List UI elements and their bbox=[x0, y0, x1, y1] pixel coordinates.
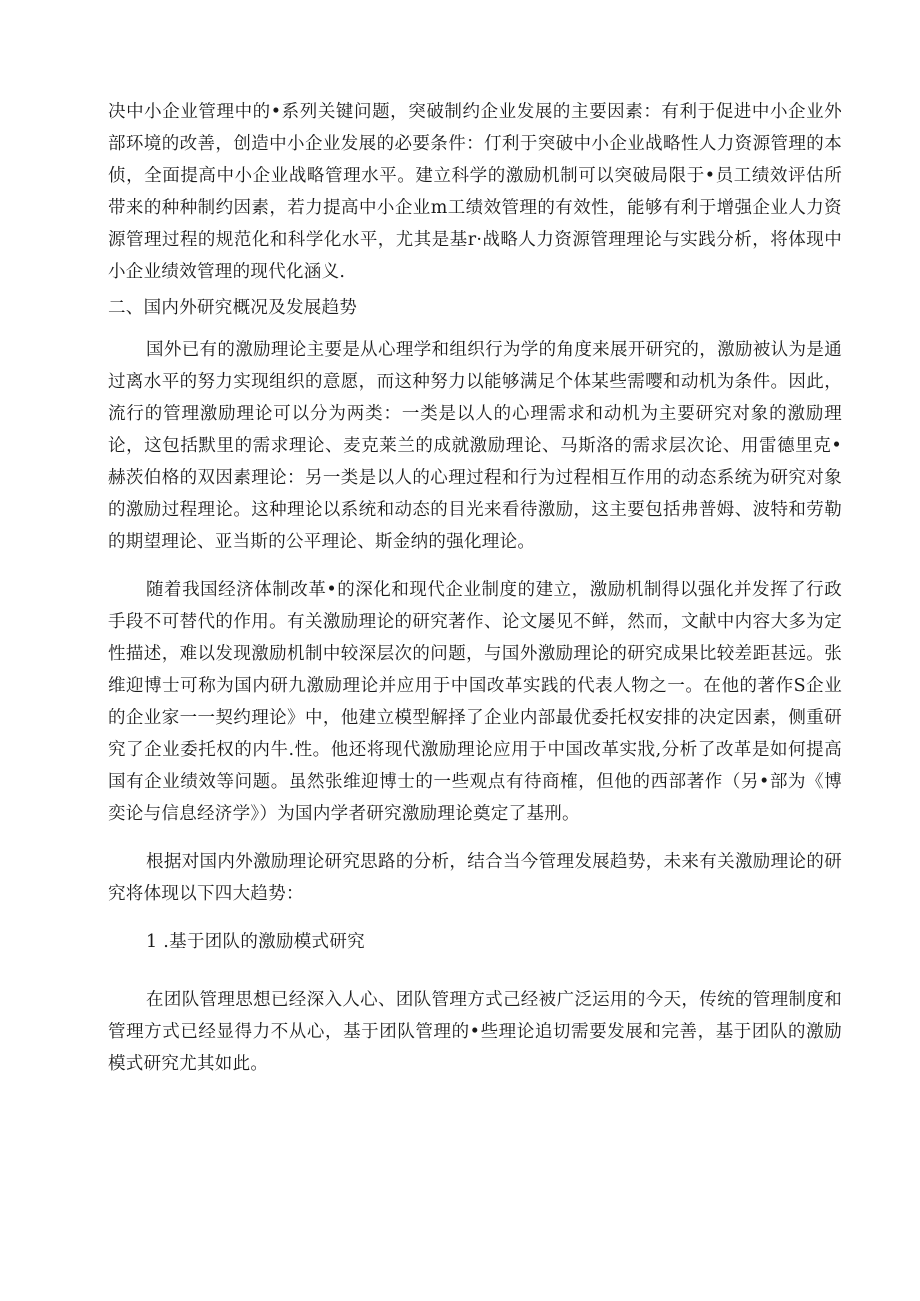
paragraph-trends: 根据对国内外激励理论研究思路的分析，结合当今管理发展趋势，未来有关激励理论的研究将体现以下四大趋势： bbox=[108, 852, 842, 904]
document-body bbox=[108, 96, 842, 1080]
paragraph-intro-continued: 决中小企业管理中的•系列关键问题，突破制约企业发展的主要因素：有利于促进中小企业外部环境的改善，创造中小企业发展的必要条件：仃利于突破中小企业战略性人力资源管理的本侦，全面提高中小企业战略管理水平。建立科学的激励机制可以突破局限于•员工绩效评估所带来的种种制约因素，若力提高中小企业m工绩效管理的有效性，能够有利于增强企业人力资源管理过程的规范化和科学化水平，尤其是基r·战略人力资源管理理论与实践分析，将体现中小企业绩效管理的现代化涵义. bbox=[108, 102, 842, 282]
paragraph-team-incentive: 在团队管理思想已经深入人心、团队管理方式己经被广泛运用的今天，传统的管理制度和管理方式已经显得力不从心，基于团队管理的•些理论追切需要发展和完善，基于团队的激励模式研究尤其如此。 bbox=[108, 990, 842, 1074]
section-heading: 二、国内外研究概况及发展趋势 bbox=[108, 298, 358, 318]
paragraph-foreign-research: 国外已有的激励理论主要是从心理学和组织行为学的角度来展开研究的，激励被认为是通过离水平的努力实现组织的意愿，而这种努力以能够满足个体某些需嘤和动机为条件。因此，流行的管理激励理论可以分为两类：一类是以人的心理需求和动机为主要研究对象的激励理论，这包括默里的需求理论、麦克莱兰的成就激励理论、马斯洛的需求层次论、用雷德里克•赫茨伯格的双因素理论：另一类是以人的心理过程和行为过程相互作用的动态系统为研究对象的激励过程理论。这种理论以系统和动态的目光来看待激励，这主要包括弗普姆、波特和劳勒的期望理论、亚当斯的公平理论、斯金纳的强化理论。 bbox=[108, 340, 842, 552]
paragraph-domestic-research: 随着我国经济体制改革•的深化和现代企业制度的建立，激励机制得以强化并发挥了行政手段不可替代的作用。有关激励理论的研究著作、论文屡见不鲜，然而，文献中内容大多为定性描述，难以发现激励机制中较深层次的问题，与国外激励理论的研究成果比较差距甚远。张维迎博士可称为国内研九激励理论并应用于中国改革实践的代表人物之一。在他的著作S企业的企业家一一契约理论》中，他建立模型解择了企业内部最优委托权安排的决定因素，侧重研究了企业委托权的内牛.性。他还将现代激励理论应用于中国改革实戕,分析了改革是如何提高国有企业绩效等问题。虽然张维迎博士的一些观点有待商榷，但他的西部著作（另•部为《博奕论与信息经济学》）为国内学者研究激励理论奠定了基刑。 bbox=[108, 580, 842, 824]
subsection-heading: 1 .基于团队的激励模式研究 bbox=[146, 932, 365, 952]
